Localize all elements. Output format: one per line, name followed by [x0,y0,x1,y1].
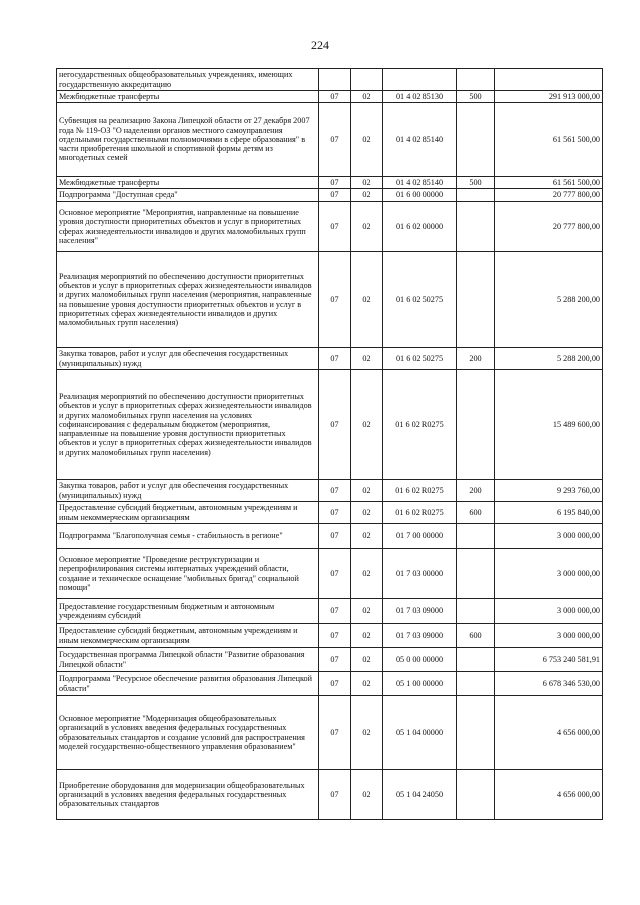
target-article-cell: 01 6 02 50275 [383,252,457,348]
target-article-cell: 05 1 04 24050 [383,770,457,820]
subsection-code-cell: 02 [351,502,383,524]
table-row [57,103,603,177]
expense-type-cell [457,69,495,91]
row-name-cell: Межбюджетные трансферты [57,177,319,189]
expense-type-cell [457,599,495,624]
target-article-cell: 01 6 00 00000 [383,189,457,202]
row-name-cell: Приобретение оборудования для модернизации общеобразовательных организаций в условиях введения федеральных государственных образовательных стандартов [57,770,319,820]
section-code-cell: 07 [319,770,351,820]
amount-cell: 20 777 800,00 [495,202,603,252]
row-name-cell: Основное мероприятие "Проведение реструктуризации и перепрофилирования системы интернатных учреждений области, создание и техническое оснащение "мобильных бригад" социальной помощи" [57,549,319,599]
row-name-cell: Подпрограмма "Доступная среда" [57,189,319,202]
amount-cell: 9 293 760,00 [495,480,603,502]
expense-type-cell [457,524,495,549]
section-code-cell: 07 [319,549,351,599]
amount-cell: 3 000 000,00 [495,549,603,599]
section-code-cell: 07 [319,177,351,189]
table-row [57,549,603,599]
amount-cell: 61 561 500,00 [495,103,603,177]
expense-type-cell: 600 [457,624,495,648]
section-code-cell: 07 [319,672,351,696]
expense-type-cell: 600 [457,502,495,524]
target-article-cell: 01 4 02 85130 [383,91,457,103]
expense-type-cell [457,549,495,599]
table-row [57,624,603,648]
target-article-cell: 01 7 03 09000 [383,624,457,648]
subsection-code-cell: 02 [351,202,383,252]
row-name-cell: Закупка товаров, работ и услуг для обеспечения государственных (муниципальных) нужд [57,480,319,502]
expense-type-cell [457,370,495,480]
section-code-cell: 07 [319,189,351,202]
page-number: 224 [311,38,329,52]
row-name-cell: Основное мероприятие "Модернизация общеобразовательных организаций в условиях введения федеральных государственных образовательных стандартов и создание условий для распространения моделей государственно-общественного управления образованием" [57,696,319,770]
subsection-code-cell: 02 [351,624,383,648]
subsection-code-cell: 02 [351,177,383,189]
subsection-code-cell: 02 [351,91,383,103]
target-article-cell: 05 0 00 00000 [383,648,457,672]
subsection-code-cell: 02 [351,599,383,624]
subsection-code-cell: 02 [351,524,383,549]
amount-cell: 4 656 000,00 [495,696,603,770]
target-article-cell: 05 1 04 00000 [383,696,457,770]
target-article-cell: 05 1 00 00000 [383,672,457,696]
row-name-cell: Реализация мероприятий по обеспечению доступности приоритетных объектов и услуг в приоритетных сферах жизнедеятельности инвалидов и других маломобильных групп населения на условиях софинансирования с федеральным бюджетом (мероприятия, направленные на повышение уровня доступности приоритетных объектов и услуг в приоритетных сферах жизнедеятельности инвалидов и других маломобильных групп населения) [57,370,319,480]
row-name-cell: Подпрограмма "Ресурсное обеспечение развития образования Липецкой области" [57,672,319,696]
section-code-cell: 07 [319,103,351,177]
expense-type-cell [457,103,495,177]
subsection-code-cell: 02 [351,252,383,348]
subsection-code-cell: 02 [351,480,383,502]
row-name-cell: негосударственных общеобразовательных учреждениях, имеющих государственную аккредитацию [57,69,319,91]
target-article-cell: 01 7 03 00000 [383,549,457,599]
expense-type-cell: 200 [457,348,495,370]
section-code-cell: 07 [319,502,351,524]
row-name-cell: Основное мероприятие "Мероприятия, направленные на повышение уровня доступности приоритетных объектов и услуг в приоритетных сферах жизнедеятельности инвалидов и других маломобильных групп населения" [57,202,319,252]
row-name-cell: Субвенция на реализацию Закона Липецкой области от 27 декабря 2007 года № 119-ОЗ "О наделении органов местного самоуправления отдельными государственными полномочиями в сфере образования" в части приобретения школьной и спортивной формы детям из многодетных семей [57,103,319,177]
table-row [57,69,603,91]
amount-cell: 20 777 800,00 [495,189,603,202]
amount-cell: 6 678 346 530,00 [495,672,603,696]
target-article-cell [383,69,457,91]
section-code-cell: 07 [319,348,351,370]
row-name-cell: Предоставление субсидий бюджетным, автономным учреждениям и иным некоммерческим организациям [57,502,319,524]
subsection-code-cell: 02 [351,770,383,820]
budget-table [56,68,603,820]
section-code-cell: 07 [319,696,351,770]
expense-type-cell [457,696,495,770]
row-name-cell: Государственная программа Липецкой области "Развитие образования Липецкой области" [57,648,319,672]
table-row [57,770,603,820]
amount-cell: 6 195 840,00 [495,502,603,524]
subsection-code-cell: 02 [351,103,383,177]
section-code-cell: 07 [319,480,351,502]
section-code-cell: 07 [319,524,351,549]
table-row [57,370,603,480]
expense-type-cell [457,202,495,252]
amount-cell: 291 913 000,00 [495,91,603,103]
table-row [57,648,603,672]
subsection-code-cell: 02 [351,348,383,370]
row-name-cell: Предоставление субсидий бюджетным, автономным учреждениям и иным некоммерческим организациям [57,624,319,648]
subsection-code-cell: 02 [351,189,383,202]
target-article-cell: 01 6 02 00000 [383,202,457,252]
row-name-cell: Предоставление государственным бюджетным и автономным учреждениям субсидий [57,599,319,624]
amount-cell [495,69,603,91]
table-row [57,599,603,624]
expense-type-cell [457,648,495,672]
amount-cell: 3 000 000,00 [495,624,603,648]
target-article-cell: 01 6 02 R0275 [383,480,457,502]
amount-cell: 3 000 000,00 [495,599,603,624]
target-article-cell: 01 6 02 R0275 [383,502,457,524]
row-name-cell: Подпрограмма "Благополучная семья - стабильность в регионе" [57,524,319,549]
subsection-code-cell: 02 [351,549,383,599]
target-article-cell: 01 7 03 09000 [383,599,457,624]
amount-cell: 5 288 200,00 [495,252,603,348]
table-row [57,189,603,202]
subsection-code-cell [351,69,383,91]
table-row [57,252,603,348]
amount-cell: 6 753 240 581,91 [495,648,603,672]
section-code-cell [319,69,351,91]
row-name-cell: Межбюджетные трансферты [57,91,319,103]
table-row [57,177,603,189]
table-row [57,91,603,103]
table-row [57,348,603,370]
table-row [57,672,603,696]
expense-type-cell: 500 [457,91,495,103]
amount-cell: 61 561 500,00 [495,177,603,189]
subsection-code-cell: 02 [351,696,383,770]
target-article-cell: 01 6 02 R0275 [383,370,457,480]
section-code-cell: 07 [319,624,351,648]
table-row [57,524,603,549]
table-row [57,502,603,524]
section-code-cell: 07 [319,370,351,480]
expense-type-cell: 500 [457,177,495,189]
expense-type-cell [457,189,495,202]
amount-cell: 3 000 000,00 [495,524,603,549]
section-code-cell: 07 [319,599,351,624]
expense-type-cell [457,252,495,348]
target-article-cell: 01 6 02 50275 [383,348,457,370]
amount-cell: 4 656 000,00 [495,770,603,820]
target-article-cell: 01 4 02 85140 [383,103,457,177]
subsection-code-cell: 02 [351,370,383,480]
table-row [57,202,603,252]
table-row [57,480,603,502]
row-name-cell: Реализация мероприятий по обеспечению доступности приоритетных объектов и услуг в приоритетных сферах жизнедеятельности инвалидов и других маломобильных групп населения (мероприятия, направленные на повышение уровня доступности приоритетных объектов и услуг в приоритетных сферах жизнедеятельности инвалидов и других маломобильных групп населения) [57,252,319,348]
section-code-cell: 07 [319,91,351,103]
amount-cell: 15 489 600,00 [495,370,603,480]
expense-type-cell [457,672,495,696]
row-name-cell: Закупка товаров, работ и услуг для обеспечения государственных (муниципальных) нужд [57,348,319,370]
target-article-cell: 01 4 02 85140 [383,177,457,189]
section-code-cell: 07 [319,252,351,348]
expense-type-cell [457,770,495,820]
table-row [57,696,603,770]
amount-cell: 5 288 200,00 [495,348,603,370]
expense-type-cell: 200 [457,480,495,502]
target-article-cell: 01 7 00 00000 [383,524,457,549]
subsection-code-cell: 02 [351,648,383,672]
budget-table-body [57,69,603,820]
subsection-code-cell: 02 [351,672,383,696]
section-code-cell: 07 [319,648,351,672]
section-code-cell: 07 [319,202,351,252]
